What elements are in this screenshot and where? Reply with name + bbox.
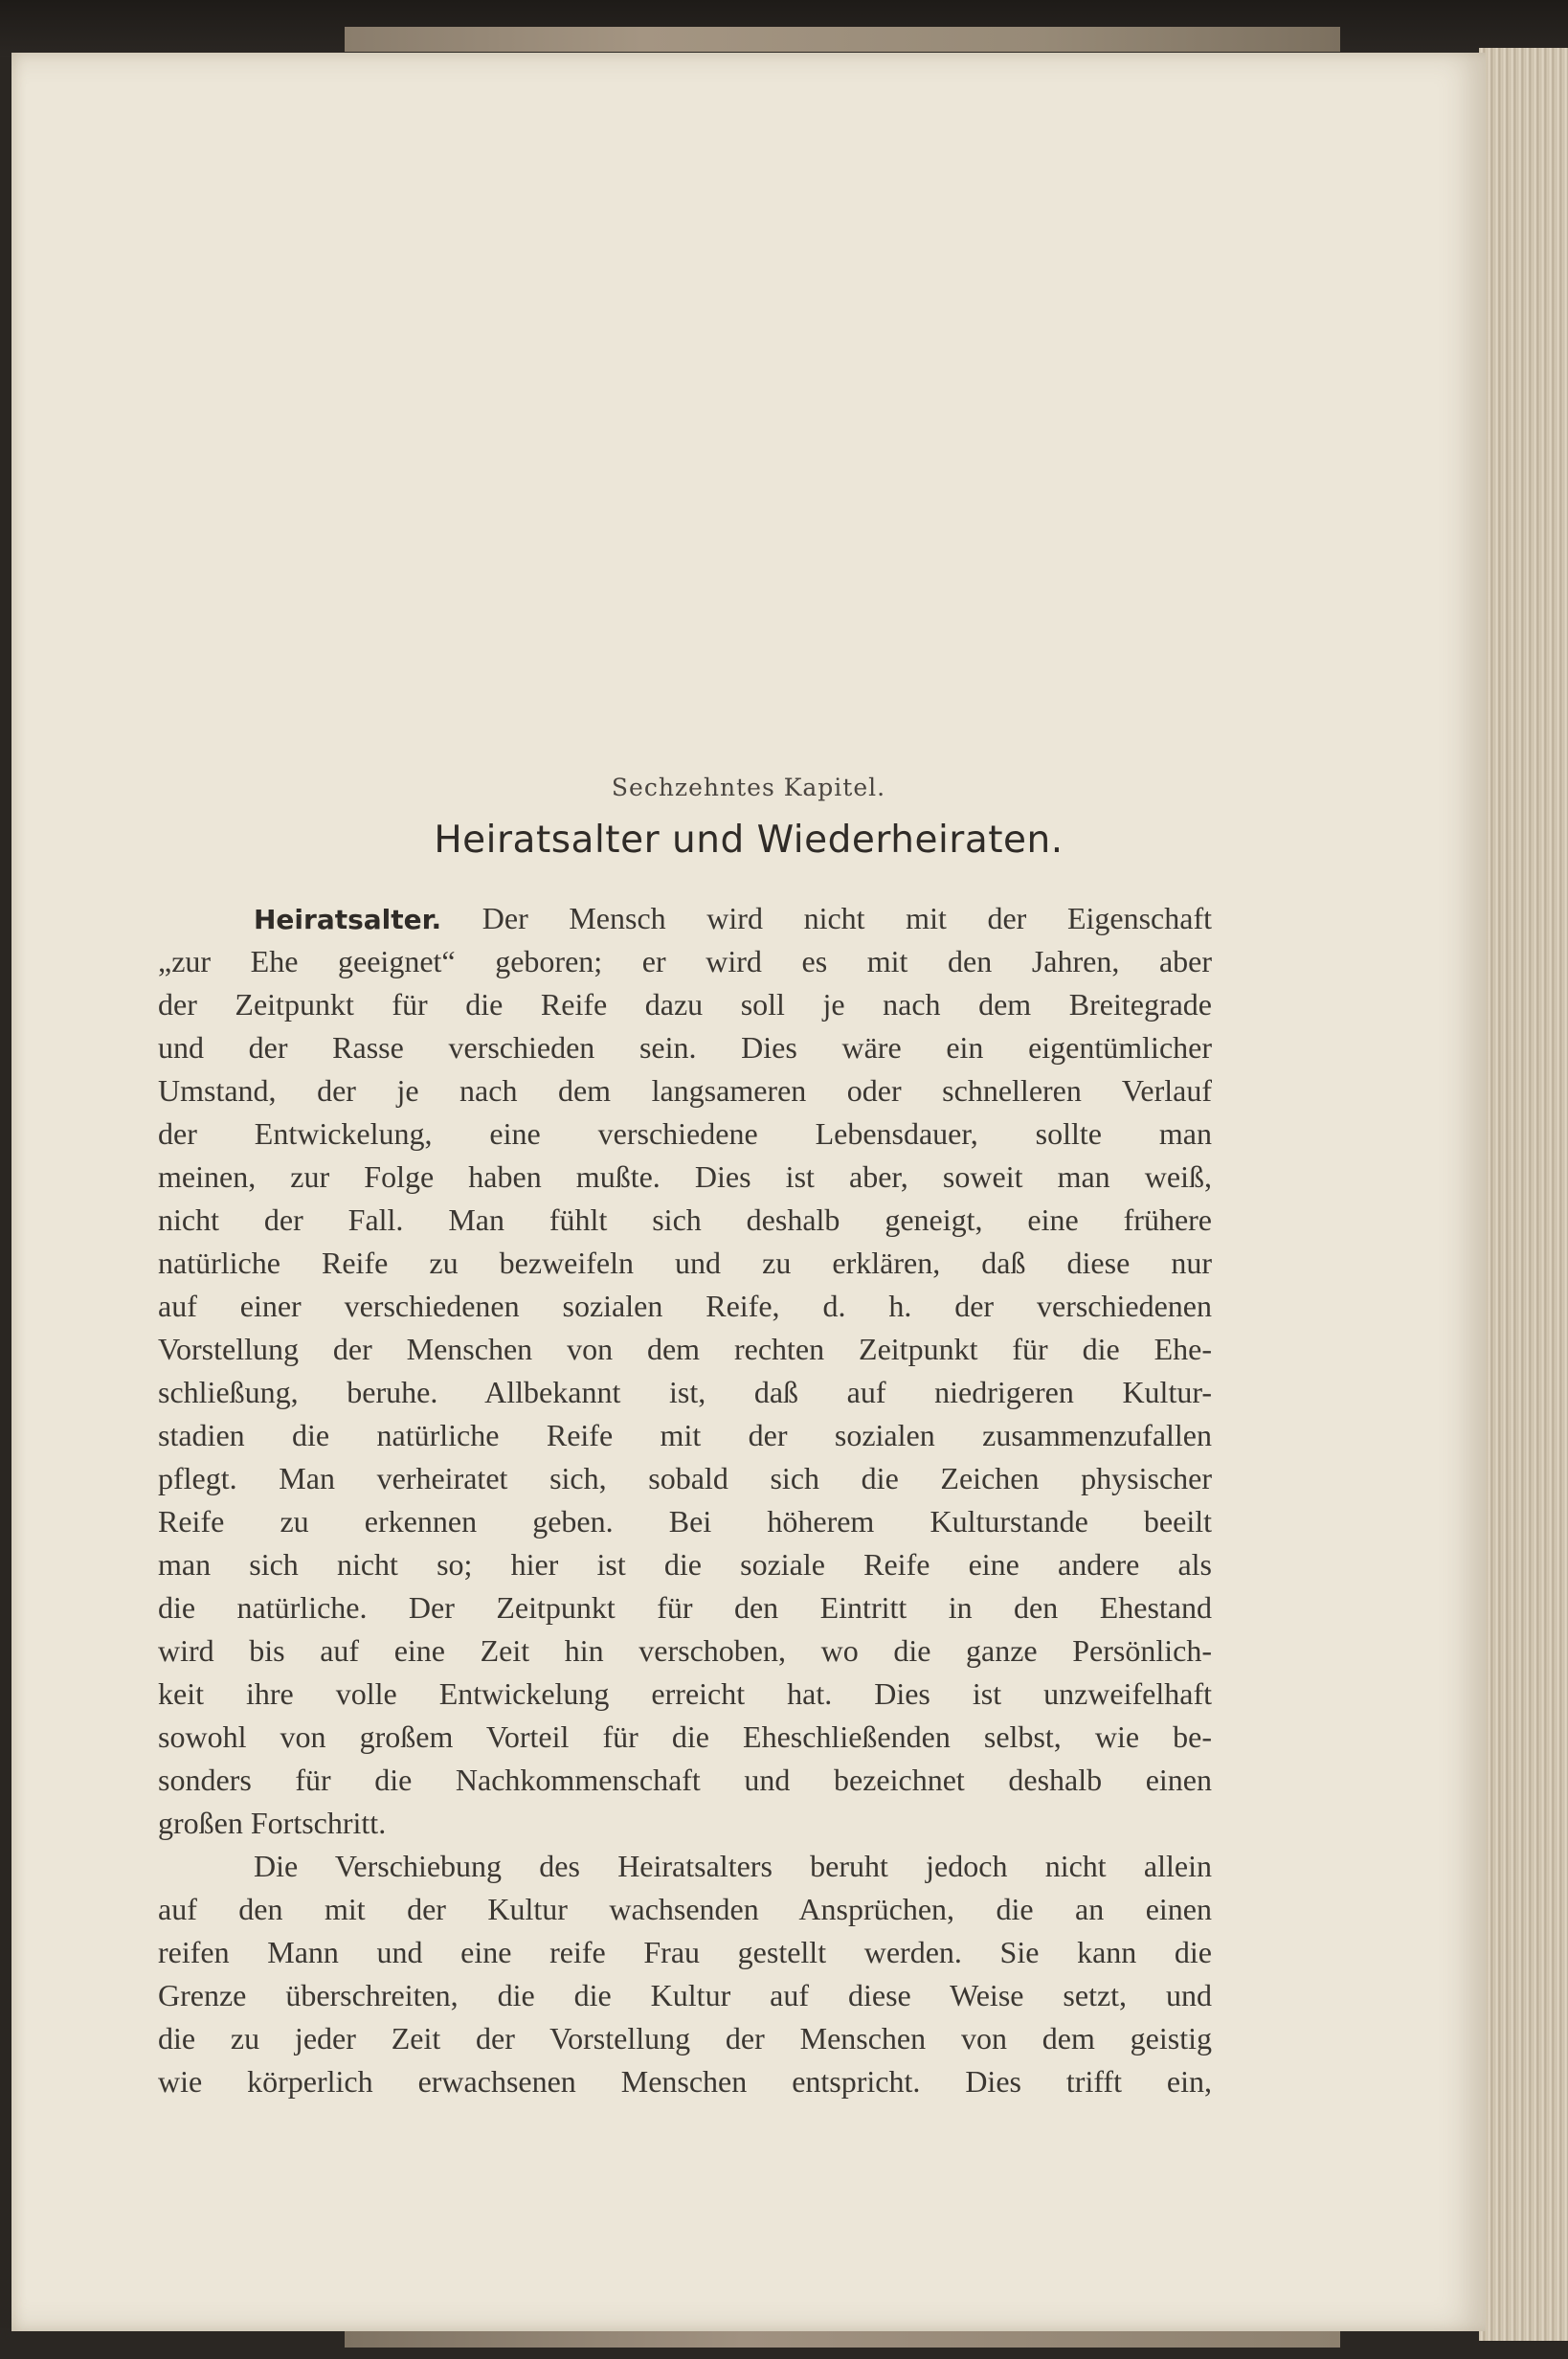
section-heading: Heiratsalter. [254, 904, 442, 935]
text-line: sonders für die Nachkommenschaft und bezeichnet deshalb einen [158, 1763, 1212, 1797]
text-line: nicht der Fall. Man fühlt sich deshalb geneigt, eine frühere [158, 1202, 1212, 1237]
text-line: Reife zu erkennen geben. Bei höherem Kulturstande beeilt [158, 1504, 1212, 1539]
text-line: auf einer verschiedenen sozialen Reife, d. h. der verschiedenen [158, 1289, 1212, 1323]
body-text [158, 897, 1212, 2103]
text-line: auf den mit der Kultur wachsenden Ansprüchen, die an einen [158, 1892, 1212, 1926]
text-line: keit ihre volle Entwickelung erreicht hat. Dies ist unzweifelhaft [158, 1676, 1212, 1711]
text-line: der Zeitpunkt für die Reife dazu soll je nach dem Breitegrade [158, 987, 1212, 1022]
page-stack-edge [1479, 48, 1568, 2341]
text-line: und der Rasse verschieden sein. Dies wäre ein eigentümlicher [158, 1030, 1212, 1065]
text-line: meinen, zur Folge haben mußte. Dies ist aber, soweit man weiß, [158, 1159, 1212, 1194]
text-line: Umstand, der je nach dem langsameren oder schnelleren Verlauf [158, 1073, 1212, 1108]
text-line: natürliche Reife zu bezweifeln und zu erklären, daß diese nur [158, 1246, 1212, 1280]
book-page [11, 53, 1486, 2331]
text-line: großen Fortschritt. [158, 1806, 387, 1840]
chapter-title: Heiratsalter und Wiederheiraten. [434, 819, 1064, 862]
text-line: reifen Mann und eine reife Frau gestellt werden. Sie kann die [158, 1935, 1212, 1969]
text-line: man sich nicht so; hier ist die soziale Reife eine andere als [158, 1547, 1212, 1582]
text-line: schließung, beruhe. Allbekannt ist, daß auf niedrigeren Kultur- [158, 1375, 1212, 1409]
text-line: die natürliche. Der Zeitpunkt für den Eintritt in den Ehestand [158, 1590, 1212, 1625]
text-line: Vorstellung der Menschen von dem rechten Zeitpunkt für die Ehe- [158, 1332, 1212, 1366]
paragraph-1-first-line [158, 897, 1212, 940]
paragraph-2-first-line: Die Verschiebung des Heiratsalters beruht jedoch nicht allein [254, 1849, 1212, 1883]
text-line: sowohl von großem Vorteil für die Eheschließenden selbst, wie be- [158, 1719, 1212, 1754]
text-line: pflegt. Man verheiratet sich, sobald sich die Zeichen physischer [158, 1461, 1212, 1495]
book-top-edge [345, 27, 1340, 52]
text-line: stadien die natürliche Reife mit der sozialen zusammenzufallen [158, 1418, 1212, 1452]
first-line-text: Der Mensch wird nicht mit der Eigenschaft [482, 901, 1212, 935]
text-line: wird bis auf eine Zeit hin verschoben, wo die ganze Persönlich- [158, 1633, 1212, 1668]
text-line: die zu jeder Zeit der Vorstellung der Menschen von dem geistig [158, 2021, 1212, 2056]
text-line: „zur Ehe geeignet“ geboren; er wird es mit den Jahren, aber [158, 944, 1212, 978]
chapter-label: Sechzehntes Kapitel. [611, 774, 886, 801]
text-line: wie körperlich erwachsenen Menschen entspricht. Dies trifft ein, [158, 2064, 1212, 2099]
text-line: Grenze überschreiten, die die Kultur auf diese Weise setzt, und [158, 1978, 1212, 2012]
text-line: der Entwickelung, eine verschiedene Lebensdauer, sollte man [158, 1116, 1212, 1151]
